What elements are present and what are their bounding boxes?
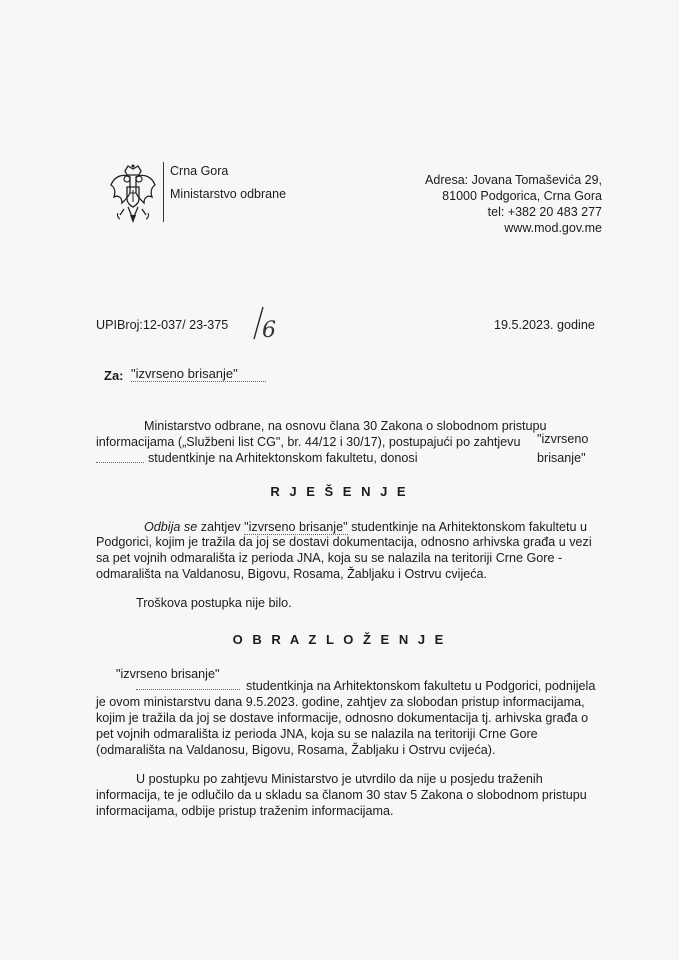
recipient-redacted: "izvrseno brisanje" — [131, 366, 266, 382]
intro-redaction-dots — [96, 460, 144, 463]
website-link[interactable]: www.mod.gov.me — [504, 221, 602, 235]
costs-statement: Troškova postupka nije bilo. — [136, 596, 292, 610]
reasoning-line-5: (odmarališta na Valdanosu, Bigovu, Rosama, Žabljaku i Ostrvu cvijeća). — [96, 743, 496, 757]
handwritten-suffix: 6 — [262, 318, 276, 343]
intro-line-1: Ministarstvo odbrane, na osnovu člana 30 Zakona o slobodnom pristupu — [144, 419, 547, 433]
address-line-2: 81000 Podgorica, Crna Gora — [442, 189, 602, 203]
decision-line-2: Podgorici, kojim je tražila da joj se dostavi dokumentacija, odnosno arhivska građa u vezi — [96, 535, 592, 549]
address-block — [425, 172, 602, 236]
reasoning-redaction-dots — [136, 688, 240, 690]
reasoning-p2-line-3: informacijama, odbije pristup traženim informacijama. — [96, 804, 394, 818]
phone-number: tel: +382 20 483 277 — [487, 205, 602, 219]
country-name: Crna Gora — [170, 164, 229, 178]
decision-line-1-rest: studentkinje na Arhitektonskom fakultetu u — [351, 520, 587, 534]
reasoning-p2-line-2: informacija, te je odlučilo da u skladu sa članom 30 stav 5 Zakona o slobodnom pristupu — [96, 788, 587, 802]
reasoning-line-3: kojim je tražila da joj se dostave informacije, odnosno dokumentacija tj. arhivska građa o — [96, 711, 589, 725]
recipient-label: Za: — [104, 368, 124, 383]
reasoning-line-2: je ovom ministarstvu dana 9.5.2023. godine, zahtjev za slobodan pristup informacijama, — [96, 695, 585, 709]
montenegro-coat-of-arms-icon — [108, 163, 158, 225]
document-date: 19.5.2023. godine — [494, 318, 595, 332]
intro-redaction-bottom: brisanje" — [537, 451, 586, 465]
decision-line-1 — [144, 520, 587, 536]
decision-italic: Odbija se — [144, 520, 198, 534]
reference-number: UPIBroj:12-037/ 23-375 — [96, 318, 229, 332]
intro-line-3: studentkinje na Arhitektonskom fakultetu, donosi — [148, 451, 418, 465]
intro-line-2: informacijama („Službeni list CG", br. 44/12 i 30/17), postupajući po zahtjevu — [96, 435, 521, 449]
header-divider — [163, 162, 164, 222]
intro-redaction-top: "izvrseno — [537, 432, 589, 446]
reasoning-title: O B R A Z L O Ž E N J E — [232, 632, 447, 647]
reasoning-line-4: pet vojnih odmarališta iz perioda JNA, koja su se nalazila na teritoriji Crne Gore — [96, 727, 538, 741]
reasoning-redaction: "izvrseno brisanje" — [116, 667, 220, 681]
ministry-name: Ministarstvo odbrane — [170, 187, 287, 201]
reasoning-p2-line-1: U postupku po zahtjevu Ministarstvo je utvrdilo da nije u posjedu traženih — [136, 772, 543, 786]
decision-line-3: sa pet vojnih odmarališta iz perioda JNA, koja su se nalazila na teritoriji Crne Gore - — [96, 551, 563, 565]
decision-word-zahtjev: zahtjev — [200, 520, 241, 534]
address-line-1: Adresa: Jovana Tomaševića 29, — [425, 173, 602, 187]
reasoning-line-1: studentkinja na Arhitektonskom fakultetu u Podgorici, podnijela — [246, 679, 596, 693]
decision-title: R J E Š E N J E — [270, 484, 409, 499]
decision-redaction: "izvrseno brisanje" — [244, 520, 348, 534]
decision-line-4: odmarališta na Valdanosu, Bigovu, Rosama, Žabljaku i Ostrvu cvijeća. — [96, 567, 488, 581]
